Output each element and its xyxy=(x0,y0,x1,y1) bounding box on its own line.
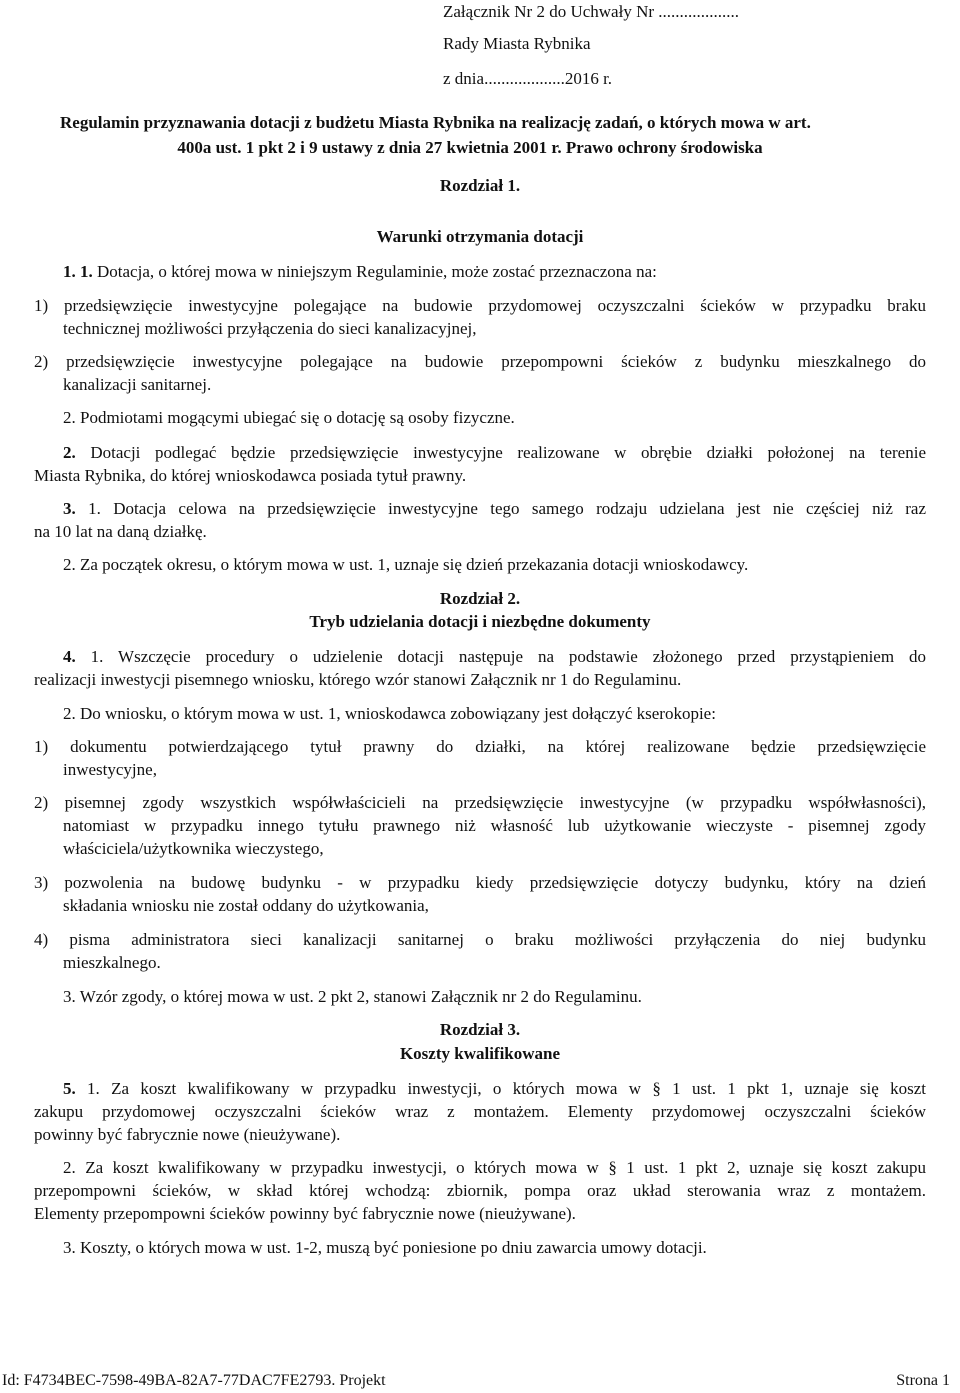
section-5-paragraph-2-line3: Elementy przepompowni ścieków powinny być fabrycznie nowe (nieużywane). xyxy=(34,1204,576,1223)
document-item-3-line2: składania wniosku nie został oddany do użytkowania, xyxy=(63,896,429,915)
section-3-paragraph-2: 2. Za początek okresu, o którym mowa w ust. 1, uznaje się dzień przekazania dotacji wnioskodawcy. xyxy=(63,555,749,574)
section-5-paragraph-3: 3. Koszty, o których mowa w ust. 1-2, muszą być poniesione po dniu zawarcia umowy dotacji. xyxy=(63,1238,707,1257)
section-4-paragraph-3: 3. Wzór zgody, o której mowa w ust. 2 pkt 2, stanowi Załącznik nr 2 do Regulaminu. xyxy=(63,987,642,1006)
document-id-footer: Id: F4734BEC-7598-49BA-82A7-77DAC7FE2793. Projekt xyxy=(2,1372,386,1389)
section-number: 3. xyxy=(63,499,76,518)
section-2-line1: 2. Dotacji podlegać będzie przedsięwzięcie inwestycyjne realizowane w obrębie działki położonej na terenie xyxy=(63,443,926,462)
document-item-1-line1: 1) dokumentu potwierdzającego tytuł prawny do działki, na której realizowane będzie przedsięwzięcie xyxy=(34,737,926,756)
chapter-3-subheading: Koszty kwalifikowane xyxy=(399,1044,561,1063)
page-number: Strona 1 xyxy=(896,1372,950,1389)
list-item-2-line1: 2) przedsięwzięcie inwestycyjne polegające na budowie przepompowni ścieków z budynku mieszkalnego do xyxy=(34,352,926,371)
document-item-2-line1: 2) pisemnej zgody wszystkich współwłaścicieli na przedsięwzięcie inwestycyjne (w przypadku współwłasności), xyxy=(34,793,926,812)
section-number: 2. xyxy=(63,443,76,462)
section-5-paragraph-2-line2: przepompowni ścieków, w skład której wchodzą: zbiornik, pompa oraz układ sterowania wraz z montażem. xyxy=(34,1181,926,1200)
section-number: 4. xyxy=(63,647,76,666)
section-5-paragraph-2-line1: 2. Za koszt kwalifikowany w przypadku inwestycji, o których mowa w § 1 ust. 1 pkt 2, uznaje się koszt zakupu xyxy=(63,1158,926,1177)
section-number: 5. xyxy=(63,1079,76,1098)
document-item-4-line2: mieszkalnego. xyxy=(63,953,161,972)
chapter-2-heading: Rozdział 2. xyxy=(439,589,521,608)
document-title-line2: 400a ust. 1 pkt 2 i 9 ustawy z dnia 27 kwietnia 2001 r. Prawo ochrony środowiska xyxy=(177,138,763,157)
chapter-3-heading: Rozdział 3. xyxy=(439,1020,521,1039)
section-3-line2: na 10 lat na daną działkę. xyxy=(34,522,207,541)
section-5-line1: 5. 1. Za koszt kwalifikowany w przypadku inwestycji, o których mowa w § 1 ust. 1 pkt 1, uznaje się koszt xyxy=(63,1079,926,1098)
section-2-line2: Miasta Rybnika, do której wnioskodawca posiada tytuł prawny. xyxy=(34,466,467,485)
paragraph-1-2: 2. Podmiotami mogącymi ubiegać się o dotację są osoby fizyczne. xyxy=(63,408,515,427)
list-item-1-line2: technicznej możliwości przyłączenia do sieci kanalizacyjnej, xyxy=(63,319,477,338)
section-5-line2: zakupu przydomowej oczyszczalni ścieków wraz z montażem. Elementy przydomowej oczyszczalni ścieków xyxy=(34,1102,926,1121)
section-3-line1: 3. 1. Dotacja celowa na przedsięwzięcie inwestycyjne tego samego rodzaju udzielana jest nie częściej niż raz xyxy=(63,499,926,518)
chapter-2-subheading: Tryb udzielania dotacji i niezbędne dokumenty xyxy=(309,612,651,631)
council-name: Rady Miasta Rybnika xyxy=(443,34,591,53)
section-4-paragraph-2: 2. Do wniosku, o którym mowa w ust. 1, wnioskodawca zobowiązany jest dołączyć kserokopie: xyxy=(63,704,716,723)
list-item-2-line2: kanalizacji sanitarnej. xyxy=(63,375,212,394)
paragraph-1-1: 1. 1. Dotacja, o której mowa w niniejszym Regulaminie, może zostać przeznaczona na: xyxy=(63,262,657,281)
section-5-line3: powinny być fabrycznie nowe (nieużywane). xyxy=(34,1125,341,1144)
attachment-header: Załącznik Nr 2 do Uchwały Nr ................... xyxy=(443,2,740,21)
document-item-3-line1: 3) pozwolenia na budowę budynku - w przypadku kiedy przedsięwzięcie dotyczy budynku, który na dzień xyxy=(34,873,926,892)
section-number: 1. 1. xyxy=(63,262,93,281)
document-item-2-line3: właściciela/użytkownika wieczystego, xyxy=(63,839,324,858)
section-4-line2: realizacji inwestycji pisemnego wniosku, którego wzór stanowi Załącznik nr 1 do Regulaminu. xyxy=(34,670,682,689)
document-title-line1: Regulamin przyznawania dotacji z budżetu Miasta Rybnika na realizację zadań, o których mowa w art. xyxy=(60,113,811,132)
resolution-date: z dnia...................2016 r. xyxy=(443,69,613,88)
list-item-1-line1: 1) przedsięwzięcie inwestycyjne polegające na budowie przydomowej oczyszczalni ścieków w przypadku braku xyxy=(34,296,926,315)
chapter-1-heading: Rozdział 1. xyxy=(439,176,521,195)
document-item-1-line2: inwestycyjne, xyxy=(63,760,157,779)
section-4-line1: 4. 1. Wszczęcie procedury o udzielenie dotacji następuje na podstawie złożonego przed przystąpieniem do xyxy=(63,647,926,666)
chapter-1-subheading: Warunki otrzymania dotacji xyxy=(376,227,584,246)
document-item-2-line2: natomiast w przypadku innego tytułu prawnego niż własność lub użytkowanie wieczyste - pisemnej zgody xyxy=(63,816,926,835)
document-item-4-line1: 4) pisma administratora sieci kanalizacji sanitarnej o braku możliwości przyłączenia do niej budynku xyxy=(34,930,926,949)
